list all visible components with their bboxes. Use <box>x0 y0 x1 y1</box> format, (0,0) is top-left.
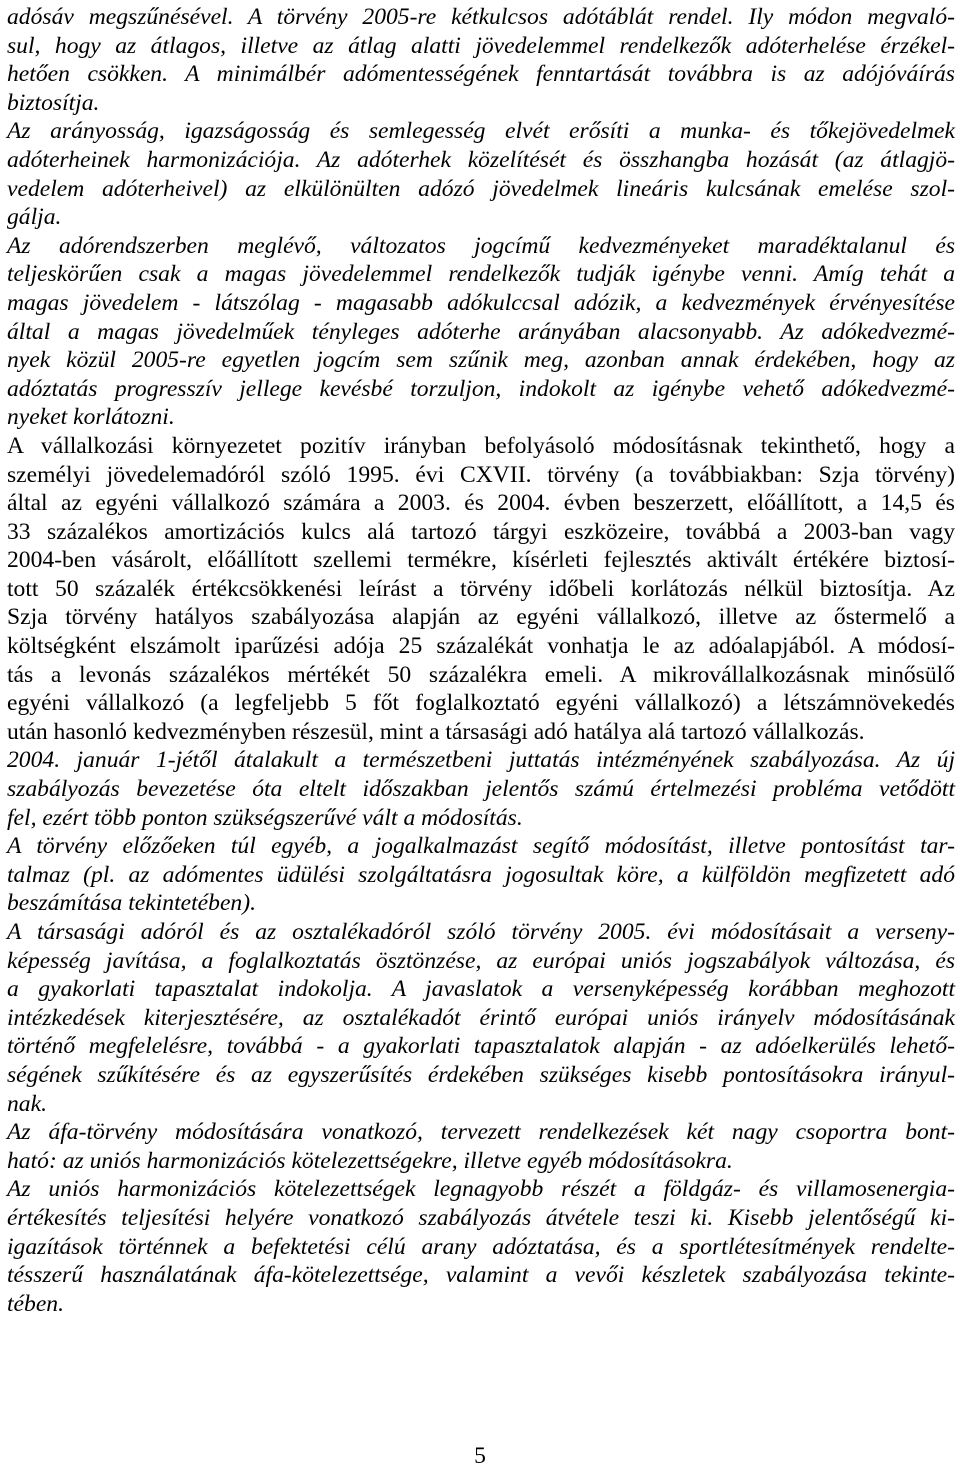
text-line: biztosítja. <box>7 89 100 116</box>
text-line: Az uniós harmonizációs kötelezettségek legnagyobb részét a földgáz- és villamosenergia- <box>7 1176 955 1203</box>
text-line: 2004-ben vásárolt, előállított szellemi termékre, kísérleti fejlesztés aktivált értékére biztosí- <box>7 547 955 574</box>
page-number: 5 <box>474 1443 486 1469</box>
text-line: szabályozás bevezetése óta eltelt időszakban jelentős számú értelmezési probléma vetődött <box>7 776 955 803</box>
text-line: talmaz (pl. az adómentes üdülési szolgáltatásra jogosultak köre, a külföldön megfizetett adó <box>7 861 955 888</box>
paragraph <box>7 117 955 231</box>
text-line: után hasonló kedvezményben részesül, mint a társasági adó hatálya alá tartozó vállalkozás. <box>7 718 865 745</box>
text-line: beszámítása tekintetében). <box>7 890 256 917</box>
text-line: igazítások történnek a befektetési célú arany adóztatása, és a sportlétesítmények rendelte- <box>7 1233 955 1260</box>
paragraph <box>7 918 955 1118</box>
paragraph <box>7 1175 955 1318</box>
text-line: ható: az uniós harmonizációs kötelezettségekre, illetve egyéb módosításokra. <box>7 1147 733 1174</box>
paragraph <box>7 832 955 918</box>
text-line: ségének szűkítésére és az egyszerűsítés érdekében szükséges kisebb pontosításokra irányul- <box>7 1061 955 1088</box>
text-line: 2004. január 1-jétől átalakult a természetbeni juttatás intézményének szabályozása. Az új <box>7 747 955 774</box>
text-line: nak. <box>7 1090 47 1117</box>
text-line: A törvény előzőeken túl egyéb, a jogalkalmazást segítő módosítást, illetve pontosítást tar- <box>7 833 955 860</box>
text-line: értékesítés teljesítési helyére vonatkozó szabályozás átvétele teszi ki. Kisebb jelentőségű ki- <box>7 1204 955 1231</box>
text-line: nyek közül 2005-re egyetlen jogcím sem szűnik meg, azonban annak érdekében, hogy az <box>7 347 955 374</box>
paragraph <box>7 746 955 832</box>
body-text <box>7 3 955 1318</box>
text-line: A társasági adóról és az osztalékadóról szóló törvény 2005. évi módosításait a verseny- <box>7 919 955 945</box>
text-line: Az arányosság, igazságosság és semlegesség elvét erősíti a munka- és tőkejövedelmek <box>7 118 955 145</box>
text-line: a gyakorlati tapasztalat indokolja. A javaslatok a versenyképesség korábban meghozott <box>7 976 955 1003</box>
text-line: költségként elszámolt iparűzési adója 25 százalékát vonhatja le az adóalapjából. A módosí- <box>7 633 955 660</box>
text-line: magas jövedelem - látszólag - magasabb adókulccsal adózik, a kedvezmények érvényesítése <box>7 289 955 316</box>
text-line: által az egyéni vállalkozó számára a 2003. és 2004. évben beszerzett, előállított, a 14,5 és <box>7 490 955 517</box>
paragraph <box>7 432 955 747</box>
text-line: adóztatás progresszív jellege kevésbé torzuljon, indokolt az igénybe vehető adókedvezmé- <box>7 375 955 402</box>
paragraph <box>7 1118 955 1175</box>
text-line: történő megfelelésre, továbbá - a gyakorlati tapasztalatok alapján - az adóelkerülés lehető- <box>7 1033 955 1060</box>
text-line: vedelem adóterheivel) az elkülönülten adózó jövedelmek lineáris kulcsának emelése szol- <box>7 175 955 202</box>
text-line: tésszerű használatának áfa-kötelezettsége, valamint a vevői készletek szabályozása tekinte- <box>7 1262 955 1289</box>
text-line: A vállalkozási környezetet pozitív irányban befolyásoló módosításnak tekinthető, hogy a <box>7 432 955 459</box>
text-line: által a magas jövedelműek tényleges adóterhe arányában alacsonyabb. Az adókedvezmé- <box>7 318 955 345</box>
text-line: tott 50 százalék értékcsökkenési leírást a törvény időbeli korlátozás nélkül biztosítja. Az <box>7 575 955 602</box>
text-line: tében. <box>7 1290 64 1317</box>
text-line: adósáv megszűnésével. A törvény 2005-re kétkulcsos adótáblát rendel. Ily módon megvaló- <box>7 4 955 30</box>
text-line: képesség javítása, a foglalkoztatás ösztönzése, az európai uniós jogszabályok változása, és <box>7 947 955 974</box>
text-line: Az áfa-törvény módosítására vonatkozó, tervezett rendelkezések két nagy csoportra bont- <box>7 1119 955 1146</box>
text-line: 33 százalékos amortizációs kulcs alá tartozó tárgyi eszközeire, továbbá a 2003-ban vagy <box>7 518 955 545</box>
text-line: egyéni vállalkozó (a legfeljebb 5 főt foglalkoztató egyéni vállalkozó) a létszámnövekedés <box>7 690 955 717</box>
text-line: intézkedések kiterjesztésére, az osztalékadót érintő európai uniós irányelv módosításának <box>7 1004 955 1031</box>
text-line: hetően csökken. A minimálbér adómentességének fenntartását továbbra is az adójóváírás <box>7 61 955 88</box>
text-line: nyeket korlátozni. <box>7 404 175 431</box>
paragraph <box>7 3 955 117</box>
text-line: Az adórendszerben meglévő, változatos jogcímű kedvezményeket maradéktalanul és <box>7 232 955 259</box>
text-line: fel, ezért több ponton szükségszerűvé vált a módosítás. <box>7 804 523 831</box>
text-line: személyi jövedelemadóról szóló 1995. évi CXVII. törvény (a továbbiakban: Szja törvény) <box>7 461 955 488</box>
text-line: tás a levonás százalékos mértékét 50 százalékra emeli. A mikrovállalkozásnak minősülő <box>7 661 955 688</box>
text-line: Szja törvény hatályos szabályozása alapján az egyéni vállalkozó, illetve az őstermelő a <box>7 604 955 631</box>
text-line: adóterheinek harmonizációja. Az adóterhek közelítését és összhangba hozását (az átlagjö- <box>7 146 955 173</box>
text-line: sul, hogy az átlagos, illetve az átlag alatti jövedelemmel rendelkezők adóterhelése érzékel- <box>7 32 955 59</box>
text-line: teljeskörűen csak a magas jövedelemmel rendelkezők tudják igénybe venni. Amíg tehát a <box>7 261 955 288</box>
paragraph <box>7 232 955 432</box>
text-line: gálja. <box>7 204 62 231</box>
